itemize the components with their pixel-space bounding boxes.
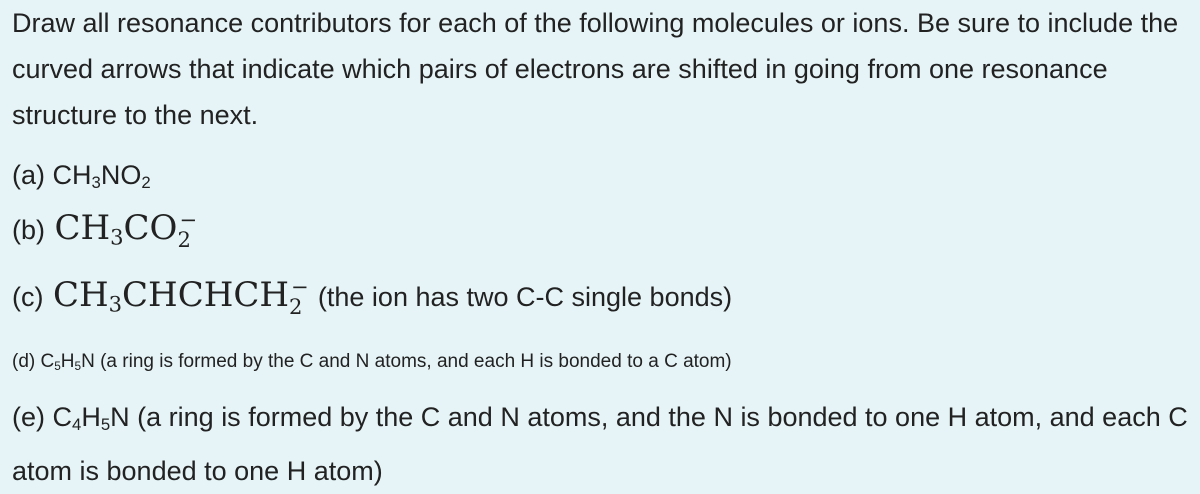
item-c-label: (c) — [12, 282, 44, 312]
item-d — [12, 342, 732, 387]
item-c-formula: $CH_3CHCHCH$ 2 − — [52, 274, 309, 319]
item-d-label: (d) — [12, 351, 36, 372]
item-e-formula: $C_4H_5N$ — [52, 402, 130, 435]
item-e-note: (a ring is formed by the C and N atoms, and the N is bonded to one H atom, and each C atom is bonded to one H atom) — [12, 402, 1188, 487]
item-e — [12, 394, 1192, 494]
item-c-note: (the ion has two C-C single bonds) — [317, 282, 733, 312]
item-c — [12, 272, 732, 327]
item-a — [12, 152, 151, 206]
item-b-label: (b) — [12, 215, 45, 245]
item-d-note: (a ring is formed by the C and N atoms, and each H is bonded to a C atom) — [100, 351, 732, 372]
item-b-formula: $CH_3CO$ 2 − — [54, 207, 198, 252]
problem-intro: Draw all resonance contributors for each of the following molecules or ions. Be sure to include the curved arrows that indicate which pairs of electrons are shifted in going from one resonance structure to the next. — [12, 8, 1179, 130]
item-b — [12, 205, 197, 260]
item-e-label: (e) — [12, 402, 45, 432]
item-d-formula: $C_5H_5N$ — [40, 351, 95, 373]
item-a-label: (a) — [12, 160, 45, 190]
item-a-formula: $CH_3NO_2$ — [52, 160, 151, 193]
